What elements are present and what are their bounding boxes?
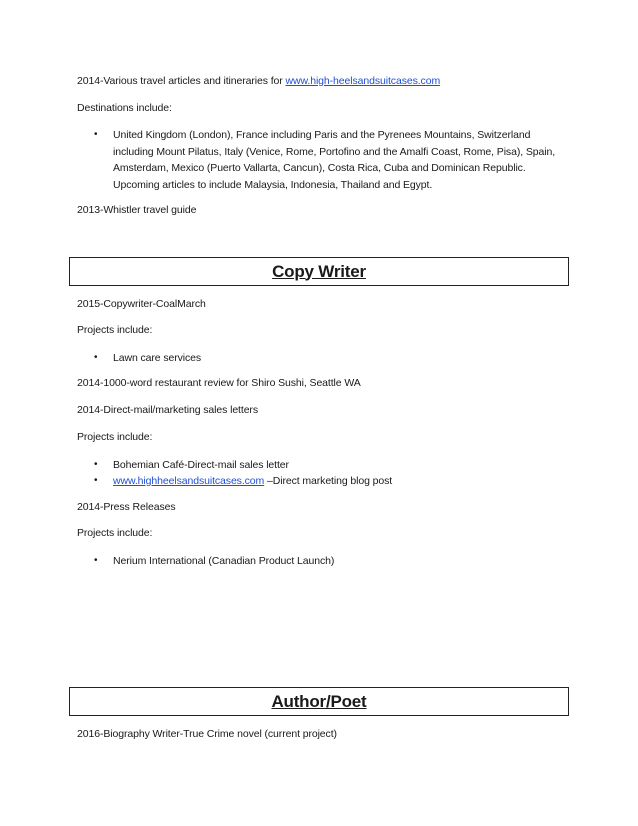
- high-heels-suitcases-link[interactable]: www.high-heelsandsuitcases.com: [285, 75, 441, 87]
- direct-mail-line: 2014-Direct-mail/marketing sales letters: [77, 404, 258, 416]
- blog-post-bullet: [94, 473, 434, 489]
- blog-post-text: [113, 473, 392, 490]
- bohemian-cafe-bullet: [94, 457, 394, 473]
- lawn-care-text: Lawn care services: [113, 352, 202, 364]
- nerium-text: Nerium International (Canadian Product Launch): [113, 555, 335, 567]
- bohemian-cafe-text: Bohemian Café-Direct-mail sales letter: [113, 459, 289, 471]
- highheelsandsuitcases-link[interactable]: www.highheelsandsuitcases.com: [113, 475, 265, 487]
- bullet-icon: •: [94, 459, 98, 470]
- author-poet-header: [69, 687, 569, 716]
- projects-include-label-1: Projects include:: [77, 324, 153, 336]
- bullet-icon: •: [94, 555, 98, 566]
- destinations-bullet: [94, 127, 564, 193]
- destinations-line-4: Upcoming articles to include Malaysia, Indonesia, Thailand and Egypt.: [113, 178, 433, 191]
- destinations-line-3: Amsterdam, Mexico (Puerto Vallarta, Cancun), Costa Rica, Cuba and Dominican Republic.: [113, 162, 526, 174]
- author-poet-title: Author/Poet: [271, 691, 367, 711]
- nerium-bullet: [94, 553, 414, 569]
- copy-writer-header: [69, 257, 569, 286]
- blog-post-suffix: –Direct marketing blog post: [264, 475, 393, 487]
- projects-include-label-3: Projects include:: [77, 527, 153, 539]
- whistler-guide-line: 2013-Whistler travel guide: [77, 204, 197, 216]
- bullet-icon: •: [94, 129, 98, 140]
- travel-articles-line: [77, 74, 440, 88]
- projects-include-label-2: Projects include:: [77, 431, 153, 443]
- destinations-line-1: United Kingdom (London), France including Paris and the Pyrenees Mountains, Switzerland: [113, 129, 531, 141]
- lawn-care-bullet: [94, 350, 394, 366]
- copywriter-coalmarch-line: 2015-Copywriter-CoalMarch: [77, 298, 206, 310]
- biography-writer-line: 2016-Biography Writer-True Crime novel (current project): [77, 728, 337, 740]
- restaurant-review-line: 2014-1000-word restaurant review for Shiro Sushi, Seattle WA: [77, 377, 361, 389]
- bullet-icon: •: [94, 475, 98, 486]
- travel-articles-text: 2014-Various travel articles and itineraries for: [77, 75, 286, 87]
- destinations-label: Destinations include:: [77, 102, 172, 114]
- press-releases-line: 2014-Press Releases: [77, 501, 176, 513]
- copy-writer-title: Copy Writer: [272, 261, 366, 281]
- destinations-line-2: including Mount Pilatus, Italy (Venice, Rome, Portofino and the Amalfi Coast, Rome, Pisa), Spain,: [113, 145, 556, 158]
- bullet-icon: •: [94, 352, 98, 363]
